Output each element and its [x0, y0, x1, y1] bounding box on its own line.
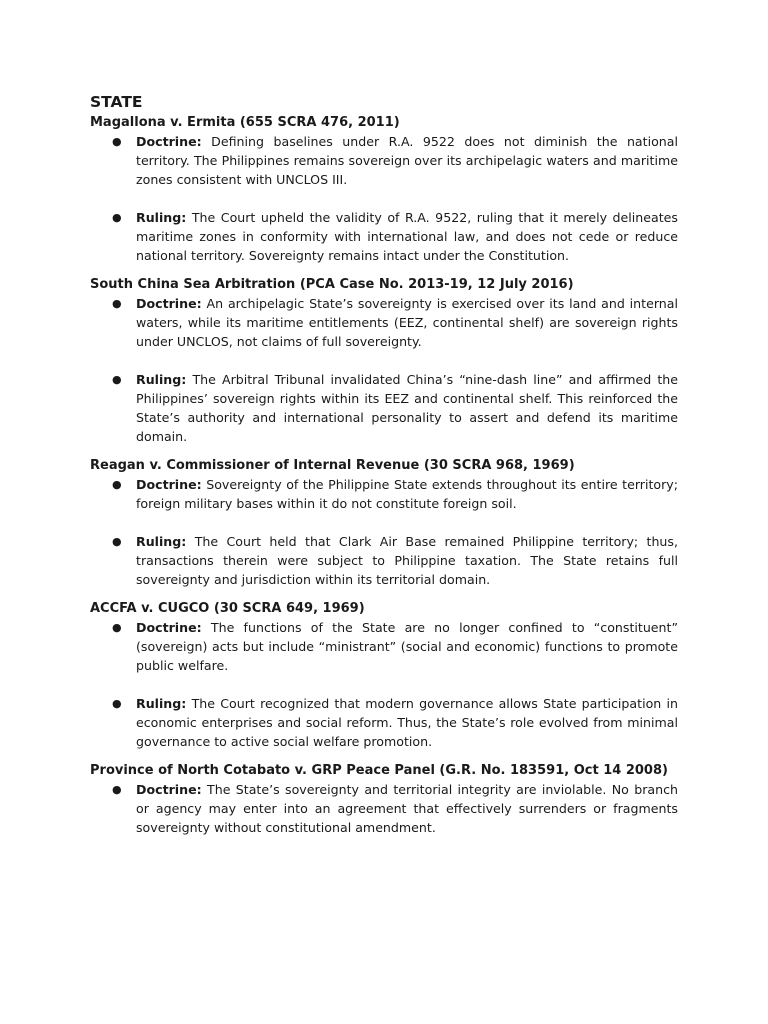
point-text: Sovereignty of the Philippine State extends throughout its entire territory; foreign military bases within it do not constitute foreign soil.: [136, 477, 678, 511]
point-label: Doctrine:: [136, 296, 202, 311]
point-label: Ruling:: [136, 696, 187, 711]
case-points: [90, 780, 678, 837]
case-title: South China Sea Arbitration (PCA Case No. 2013-19, 12 July 2016): [90, 277, 574, 292]
doctrine-point: [112, 475, 678, 513]
point-label: Doctrine:: [136, 782, 202, 797]
doctrine-point: [112, 132, 678, 189]
ruling-point: [112, 532, 678, 589]
point-text: The functions of the State are no longer confined to “constituent” (sovereign) acts but include “ministrant” (social and economic) functions to promote public welfare.: [136, 620, 678, 673]
point-text: The Court held that Clark Air Base remained Philippine territory; thus, transactions therein were subject to Philippine taxation. The State retains full sovereignty and jurisdiction within its territorial domain.: [136, 534, 678, 587]
case-accfa: [90, 599, 678, 751]
case-points: [90, 294, 678, 446]
case-points: [90, 132, 678, 265]
case-south-china-sea: [90, 275, 678, 446]
bullet-icon: ●: [112, 535, 122, 548]
case-reagan: [90, 456, 678, 589]
case-north-cotabato: [90, 761, 678, 837]
bullet-icon: ●: [112, 621, 122, 634]
point-label: Ruling:: [136, 534, 187, 549]
bullet-icon: ●: [112, 783, 122, 796]
bullet-icon: ●: [112, 373, 122, 386]
point-text: Defining baselines under R.A. 9522 does not diminish the national territory. The Philippines remains sovereign over its archipelagic waters and maritime zones consistent with UNCLOS III.: [136, 134, 678, 187]
case-title: Magallona v. Ermita (655 SCRA 476, 2011): [90, 115, 400, 130]
doctrine-point: [112, 780, 678, 837]
doctrine-point: [112, 294, 678, 351]
section-title: STATE: [90, 93, 143, 111]
point-text: The Court upheld the validity of R.A. 9522, ruling that it merely delineates maritime zones in conformity with international law, and does not cede or reduce national territory. Sovereignty remains intact under the Constitution.: [136, 210, 678, 263]
case-title: Province of North Cotabato v. GRP Peace Panel (G.R. No. 183591, Oct 14 2008): [90, 763, 668, 778]
case-title: ACCFA v. CUGCO (30 SCRA 649, 1969): [90, 601, 365, 616]
ruling-point: [112, 370, 678, 446]
point-label: Ruling:: [136, 372, 187, 387]
ruling-point: [112, 208, 678, 265]
point-label: Doctrine:: [136, 620, 202, 635]
bullet-icon: ●: [112, 297, 122, 310]
document-page: [90, 93, 678, 837]
doctrine-point: [112, 618, 678, 675]
point-text: The Court recognized that modern governance allows State participation in economic enterprises and social reform. Thus, the State’s role evolved from minimal governance to active social welfare promotion.: [136, 696, 678, 749]
case-points: [90, 475, 678, 589]
case-points: [90, 618, 678, 751]
bullet-icon: ●: [112, 478, 122, 491]
point-text: The State’s sovereignty and territorial integrity are inviolable. No branch or agency may enter into an agreement that effectively surrenders or fragments sovereignty without constitutional amendment.: [136, 782, 678, 835]
bullet-icon: ●: [112, 135, 122, 148]
bullet-icon: ●: [112, 697, 122, 710]
point-text: The Arbitral Tribunal invalidated China’s “nine-dash line” and affirmed the Philippines’ sovereign rights within its EEZ and continental shelf. This reinforced the State’s authority and international personality to assert and defend its maritime domain.: [136, 372, 678, 444]
ruling-point: [112, 694, 678, 751]
point-label: Doctrine:: [136, 134, 202, 149]
point-text: An archipelagic State’s sovereignty is exercised over its land and internal waters, while its maritime entitlements (EEZ, continental shelf) are sovereign rights under UNCLOS, not claims of full sovereignty.: [136, 296, 678, 349]
bullet-icon: ●: [112, 211, 122, 224]
case-magallona: [90, 113, 678, 265]
case-title: Reagan v. Commissioner of Internal Revenue (30 SCRA 968, 1969): [90, 458, 575, 473]
point-label: Doctrine:: [136, 477, 202, 492]
point-label: Ruling:: [136, 210, 187, 225]
